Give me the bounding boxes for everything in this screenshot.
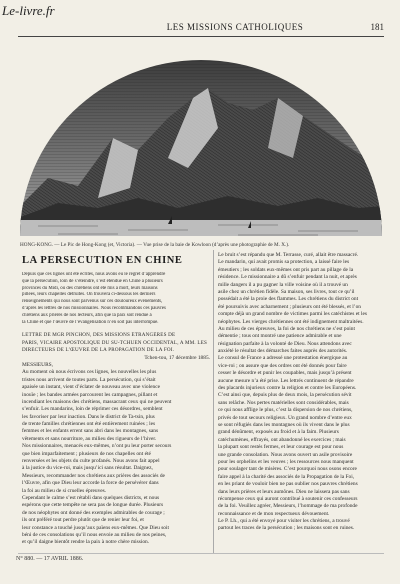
body-line: Au moment où nous écrivons ces lignes, les nouvelles les plus [22,369,157,376]
body-line: C’est ainsi que, depuis plus de deux mois, la persécution sévit [218,392,352,399]
intro-line: chrétiens aux prières de nos lecteurs, afin que la paix soit rendue à [22,312,152,318]
body-line: leur constance a touché jusqu’aux païens eux-mêmes. Que Dieu soit [22,524,169,531]
intro-line: la Chine et que l’œuvre de l’évangélisation n’en soit pas interrompue. [22,319,159,325]
body-line: Nos missionnaires, menacés eux-mêmes, n’ont pu leur porter secours [22,443,172,450]
body-line: des placards injurieux contre la religion et contre les Européens. [218,385,357,392]
intro-line: renseignements qui nous sont parvenus sur ces douloureux événements, [22,299,163,305]
body-line: la foi au milieu de si cruelles épreuves. [22,487,107,494]
body-line: inouïe ; les bandes armées parcourent les campagnes, pillant et [22,391,158,398]
left-column [22,272,210,547]
body-line: ce qui nous afflige le plus, c’est la dispersion de nos chrétiens, [218,407,353,414]
intro-line: que la persécution, loin de s’éteindre, s’est étendue en Chine à plusieurs [22,278,163,284]
body-line: se sont réfugiés dans les montagnes où ils vivent dans le plus [218,421,350,428]
header-rule [18,36,384,37]
body-line: partout les traces de la persécution ; les maisons sont en ruines. [218,525,355,532]
body-line: compte déjà un grand nombre de victimes parmi les catéchistes et les [218,311,367,318]
letter-source-line: PARIS, VICAIRE APOSTOLIQUE DU SU-TCHUEN OCCIDENTAL, A MM. LES [22,339,208,346]
body-line: renversées et les objets du culte profanés. Nous avons fait appel [22,458,160,465]
watermark-brand: Le-livre.fr [2,3,55,18]
body-line: dans leurs prières et leurs aumônes. Dieu ne laissera pas sans [218,488,350,495]
body-line: mille dangers il a pu gagner la ville voisine où il a trouvé un [218,281,348,288]
body-line: s’enfuir. Les mandarins, loin de réprimer ces désordres, semblent [22,406,163,413]
body-line: ils ont préféré tout perdre plutôt que de renier leur foi, et [22,517,144,524]
body-line: de trente familles chrétiennes ont été entièrement ruinées ; les [22,421,156,428]
body-line: femmes et les enfants errent sans abri dans les montagnes, sans [22,428,159,435]
body-line: en les priant de vouloir bien ne pas oublier nos pauvres chrétiens [218,481,358,488]
body-line: été poursuivis avec acharnement ; plusieurs ont été blessés, et l’on [218,303,361,310]
body-line: la plupart sont restés fermes, et leur courage est pour nous [218,444,344,451]
body-line: pour les orphelins et les veuves ; les ressources nous manquent [218,458,354,465]
body-line: incendiant les maisons des chrétiens, massacrant ceux qui ne peuvent [22,398,172,405]
figure-caption: HONG-KONG. — Le Pic de Hong-Kong (et, Victoria). — Vue prise de la baie de Kowloon (d’après une photographie de M. X.). [20,242,290,248]
body-line: Au milieu de ces épreuves, la foi de nos chrétiens ne s’est point [218,325,355,332]
body-line: aucune mesure n’a été prise. Les lettrés continuent de répandre [218,377,354,384]
body-line: à la justice du vice-roi, mais jusqu’ici sans résultat. Daignez, [22,465,153,472]
body-line: une grande consolation. Nous avons ouvert un asile provisoire [218,451,353,458]
body-line: sans relâche. Nos pertes matérielles sont considérables, mais [218,399,349,406]
body-line: Le consul de France a adressé une protestation énergique au [218,355,348,362]
column-divider [213,250,214,554]
intro-line: provinces du Midi, où des chrétiens ont été mis à mort, leurs maisons [22,285,158,291]
body-line: cesser le désordre et punir les coupables, mais jusqu’à présent [218,370,352,377]
body-line: Le P. Lh., qui a été envoyé pour visiter les chrétiens, a trouvé [218,518,350,525]
issue-footer: N° 880. — 17 AVRIL 1886. [16,556,84,562]
body-line: privés de tout secours religieux. Un grand nombre d’entre eux [218,414,352,421]
body-line: Messieurs, recommander nos chrétiens aux prières des associés de [22,472,165,479]
body-line: espérons que cette tempête ne sera pas de longue durée. Plusieurs [22,502,164,509]
body-line: MESSIEURS, [22,361,54,368]
body-line: catéchumènes, effrayés, ont abandonné les exercices ; mais [218,436,346,443]
intro-line: Depuis que ces lignes ont été écrites, nous avons eu le regret d’apprendre [22,272,166,277]
body-line: de nos néophytes ont donné des exemples admirables de courage ; [22,509,165,516]
body-line: l’Œuvre, afin que Dieu leur accorde la force de persévérer dans [22,480,159,487]
intro-line: pillées, leurs chapelles détruites. On trouvera ci-dessous les derniers [22,292,156,298]
body-line: et qu’il daigne bientôt rendre la paix à notre chère mission. [22,539,150,546]
engraving-illustration [18,58,384,240]
running-title: LES MISSIONS CATHOLIQUES [166,22,304,32]
body-line: reconnaissance et de mon respectueux dévouement. [218,510,330,517]
body-line: les favoriser par leur inaction. Dans le district de Ta-tsin, plus [22,413,155,420]
body-line: tristes nous arrivent de toutes parts. La persécution, qui s’était [22,376,156,383]
body-line: résidence. Le missionnaire a dû s’enfuir pendant la nuit, et après [218,274,357,281]
right-column [218,252,384,533]
body-line: Cependant le calme s’est rétabli dans quelques districts, et nous [22,494,160,501]
body-line: récompense ceux qui auront contribué à soutenir ces confesseurs [218,495,358,502]
body-line: vêtements et sans nourriture, au milieu des rigueurs de l’hiver. [22,435,157,442]
footer-rule [18,553,384,554]
body-line: anxiété le résultat des démarches faites auprès des autorités. [218,348,348,355]
body-line: émeutiers ; les soldats eux-mêmes ont pris part au pillage de la [218,266,354,273]
body-line: que bien imparfaitement ; plusieurs de nos chapelles ont été [22,450,151,457]
body-line: néophytes. Les vierges chrétiennes ont été indignement maltraitées. [218,318,364,325]
body-line: démentie ; tous ont montré une patience admirable et une [218,333,342,340]
body-line: de la foi. Veuillez agréer, Messieurs, l’hommage de ma profonde [218,503,358,510]
body-line: résignation parfaite à la volonté de Dieu. Nous attendons avec [218,340,352,347]
page-number: 181 [370,22,384,32]
body-line: grand dénûment, exposés au froid et à la faim. Plusieurs [218,429,339,436]
body-line: possédait a été la proie des flammes. Les chrétiens du district ont [218,296,359,303]
dateline: Tchen-tou, 17 décembre 1885. [144,354,210,361]
body-line: béni de ces consolations qu’il nous envoie au milieu de nos peines, [22,531,167,538]
body-line: pour soulager tant de misères. C’est pourquoi nous osons encore [218,466,357,473]
body-line: apaisée un instant, vient d’éclater de nouveau avec une violence [22,384,160,391]
body-line: vice-roi ; on assure que des ordres ont été donnés pour faire [218,362,347,369]
article-headline: LA PERSECUTION EN CHINE [22,255,183,266]
intro-line: d’après les lettres de nos missionnaires. Nous recommandons ces pauvres [22,305,166,311]
body-line: Le bruit s’est répandu que M. Terrasse, curé, allait être massacré. [218,252,359,258]
body-line: asile chez un chrétien fidèle. Sa maison, ses livres, tout ce qu’il [218,288,355,295]
body-line: faire appel à la charité des associés de la Propagation de la Foi, [218,473,355,480]
letter-source-line: DIRECTEURS DE L’ŒUVRE DE LA PROPAGATION DE LA FOI. [22,347,175,354]
letter-source-line: LETTRE DE MGR PINCHON, DES MISSIONS ÉTRANGÈRES DE [22,332,176,339]
body-line: Le mandarin, qui avait promis sa protection, a laissé faire les [218,259,350,266]
